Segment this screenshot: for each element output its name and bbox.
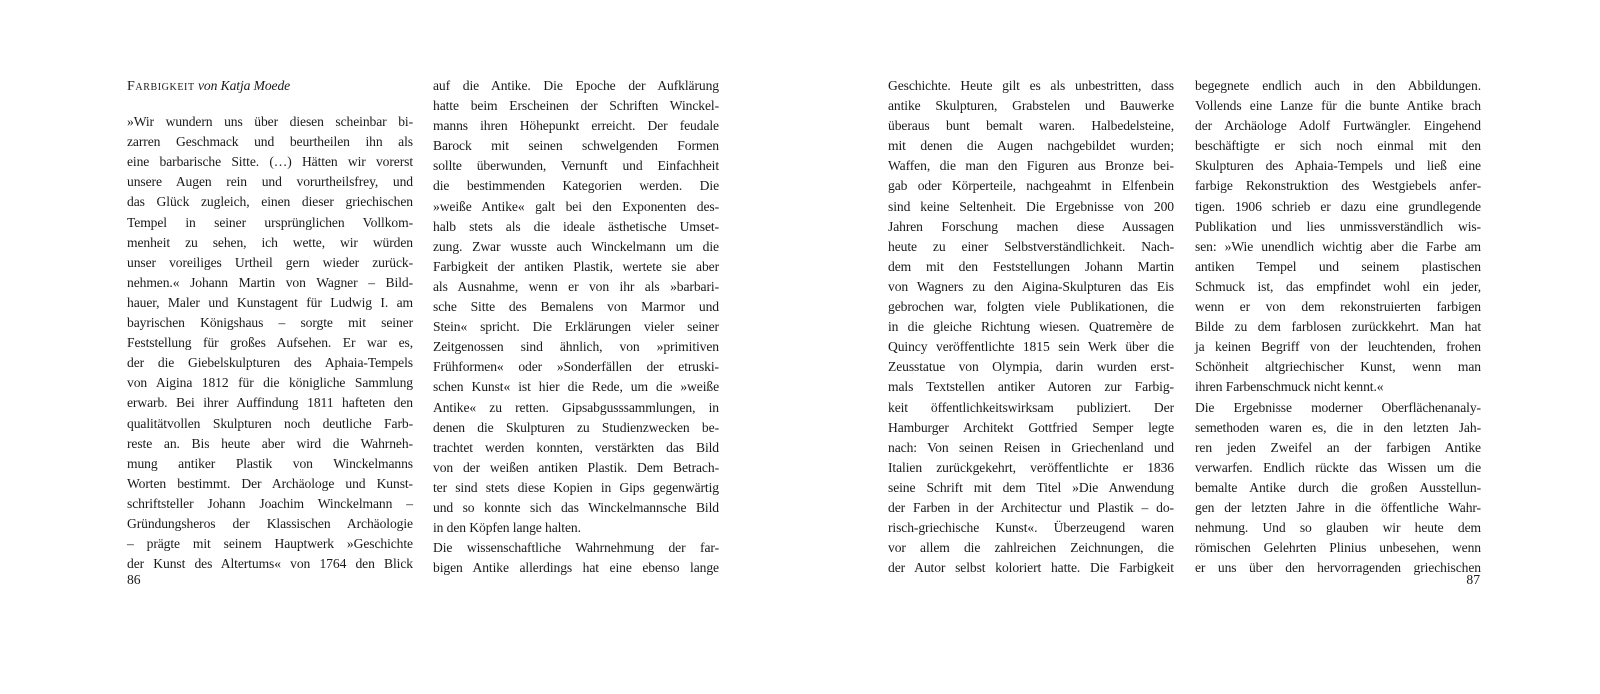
text-line: Publikation und lies unmissverständlich wis-: [1195, 218, 1481, 234]
text-line: von Aigina 1812 für die königliche Sammlung: [127, 375, 413, 391]
text-line: auf die Antike. Die Epoche der Aufklärung: [433, 78, 719, 93]
text-line: das Glück zugleich, einen dieser griechischen: [127, 194, 413, 210]
right-page-column-1: [888, 76, 1174, 578]
text-line: keit öffentlichkeitswirksam publiziert. Der: [888, 399, 1174, 415]
text-line: eine barbarische Sitte. (…) Hätten wir vorerst: [127, 154, 413, 170]
text-line: ter sind stets diese Kopien in Gips gegenwärtig: [433, 479, 719, 495]
text-line: schriftsteller Johann Joachim Winckelmann –: [127, 495, 413, 511]
text-line: reste an. Bis heute aber wird die Wahrneh-: [127, 435, 413, 451]
text-line: beschäftigte er sich noch einmal mit den: [1195, 138, 1481, 154]
text-line: trachtet werden konnten, verstärkten das Bild: [433, 439, 719, 455]
text-line: ja keinen Begriff von der leuchtenden, frohen: [1195, 339, 1481, 355]
text-line: antiken Tempel und seinem plastischen: [1195, 258, 1481, 274]
text-line: ren jeden Zweifel an der farbigen Antike: [1195, 439, 1481, 455]
text-line: halb stets als die ideale ästhetische Umset-: [433, 218, 719, 234]
text-line: von der weißen antiken Plastik. Dem Betrach-: [433, 459, 719, 475]
text-line: tigen. 1906 schrieb er dazu eine grundlegende: [1195, 198, 1481, 214]
text-line: gen der letzten Jahre in die öffentliche Wahr-: [1195, 499, 1481, 515]
text-line: bemalte Antike durch die großen Ausstellun-: [1195, 479, 1481, 495]
text-block: [1195, 76, 1481, 578]
text-line: als Ausnahme, wenn er von ihr als »barbari-: [433, 278, 719, 294]
text-line: farbige Rekonstruktion des Westgiebels anfer-: [1195, 178, 1481, 194]
text-line: in die gleiche Richtung wiesen. Quatremère de: [888, 319, 1174, 335]
text-line: hauer, Maler und Kunstagent für Ludwig I. am: [127, 294, 413, 310]
text-line: risch-griechische Kunst«. Überzeugend waren: [888, 520, 1174, 536]
text-block: [888, 76, 1174, 578]
text-line: die bestimmenden Kategorien werden. Die: [433, 178, 719, 194]
text-line: Feststellung für großes Aufsehen. Er war es,: [127, 335, 413, 351]
text-line: antike Skulpturen, Grabstelen und Bauwerke: [888, 98, 1174, 114]
text-line: nehmung. Und so glauben wir heute dem: [1195, 520, 1481, 536]
text-line: ihren Farbenschmuck nicht kennt.«: [1195, 379, 1384, 395]
text-line: Quincy veröffentlichte 1815 sein Werk über die: [888, 339, 1174, 355]
text-line: unser voreiliges Urtheil gern wieder zurück-: [127, 254, 413, 270]
text-line: schen Kunst« ist hier die Rede, um die »weiße: [433, 379, 719, 395]
text-line: Antike« zu retten. Gipsabgusssammlungen, in: [433, 399, 719, 415]
text-line: Jahren Forschung machen diese Aussagen: [888, 218, 1174, 234]
text-line: erwarb. Bei ihrer Auffindung 1811 hafteten den: [127, 395, 413, 411]
text-line: Geschichte. Heute gilt es als unbestritten, dass: [888, 78, 1174, 93]
left-page-column-2: [433, 76, 719, 578]
text-line: nach: Von seinen Reisen in Griechenland und: [888, 439, 1174, 455]
text-line: Worten bestimmt. Der Archäologe und Kunst-: [127, 475, 413, 491]
text-line: dem mit den Feststellungen Johann Martin: [888, 258, 1174, 274]
text-line: römischen Gelehrten Plinius unbesehen, wenn: [1195, 540, 1481, 556]
text-line: mit denen die Augen nachgebildet wurden;: [888, 138, 1174, 154]
text-line: Bilde zu dem farblosen zurückkehrt. Man hat: [1195, 319, 1481, 335]
text-line: Skulpturen des Aphaia-Tempels und ließ eine: [1195, 158, 1481, 174]
text-line: Schönheit altgriechischer Kunst, wenn man: [1195, 359, 1481, 375]
text-line: sollte überwunden, Vernunft und Einfachheit: [433, 158, 719, 174]
text-line: denen die Skulpturen zu Studienzwecken be-: [433, 419, 719, 435]
text-line: der die Giebelskulpturen des Aphaia-Tempels: [127, 355, 413, 371]
text-line: – prägte mit seinem Hauptwerk »Geschichte: [127, 536, 413, 552]
text-line: überaus bunt bemalt waren. Halbedelsteine,: [888, 118, 1174, 134]
text-line: Hamburger Architekt Gottfried Semper legte: [888, 419, 1174, 435]
text-line: sche Sitte des Bemalens von Marmor und: [433, 299, 719, 315]
text-line: verwarfen. Endlich rückte das Wissen um die: [1195, 459, 1481, 475]
text-line: der Farben in der Architectur und Plastik – do-: [888, 499, 1174, 515]
text-line: Zeitgenossen sind ähnlich, von »primitiven: [433, 339, 719, 355]
text-line: semethoden waren es, die in den letzten Jah-: [1195, 419, 1481, 435]
text-line: sind keine Seltenheit. Die Ergebnisse von 200: [888, 198, 1174, 214]
text-line: mung antiker Plastik von Winckelmanns: [127, 455, 413, 471]
text-line: heute zu einer Selbstverständlichkeit. Nach-: [888, 238, 1174, 254]
text-line: Gründungsheros der Klassischen Archäologie: [127, 515, 413, 531]
text-line: unsere Augen rein und vorurtheilsfrey, und: [127, 174, 413, 190]
text-line: Die wissenschaftliche Wahrnehmung der far-: [433, 540, 719, 556]
text-line: qualitätvollen Skulpturen noch deutliche Farb-: [127, 415, 413, 431]
left-page-column-1: [127, 76, 413, 574]
text-line: bigen Antike allerdings hat eine ebenso lange: [433, 560, 719, 576]
text-line: Tempel in seiner ursprünglichen Vollkom-: [127, 214, 413, 230]
text-line: der Autor selbst koloriert hatte. Die Farbigkeit: [888, 560, 1174, 576]
right-page-column-2: [1195, 76, 1481, 578]
chapter-author: von Katja Moede: [197, 78, 291, 93]
text-line: der Kunst des Altertums« von 1764 den Blick: [127, 556, 413, 572]
text-line: und so konnte sich das Winckelmannsche Bild: [433, 499, 719, 515]
text-line: Vollends eine Lanze für die bunte Antike brach: [1195, 98, 1481, 114]
text-line: bayrischen Königshaus – sorgte mit seiner: [127, 315, 413, 331]
text-line: Stein« spricht. Die Erklärungen vieler seiner: [433, 319, 719, 335]
chapter-header: [127, 76, 413, 96]
text-line: Barock mit seinen schwelgenden Formen: [433, 138, 719, 154]
text-line: zarren Geschmack und beurtheilen ihn als: [127, 134, 413, 150]
text-line: gab oder Körperteile, nachgeahmt in Elfenbein: [888, 178, 1174, 194]
chapter-title: Farbigkeit: [127, 79, 195, 94]
text-line: »Wir wundern uns über diesen scheinbar bi-: [127, 114, 413, 130]
text-line: Italien zurückgekehrt, veröffentlichte er 1836: [888, 459, 1174, 475]
text-line: in den Köpfen lange halten.: [433, 520, 581, 536]
text-line: seine Schrift mit dem Titel »Die Anwendung: [888, 479, 1174, 495]
text-line: vor allem die zahlreichen Zeichnungen, die: [888, 540, 1174, 556]
right-page: [800, 0, 1600, 694]
text-line: Waffen, die man den Figuren aus Bronze bei-: [888, 158, 1174, 174]
text-line: mals Textstellen antiker Autoren zur Farbig-: [888, 379, 1174, 395]
text-line: Frühformen« oder »Sonderfällen der etruski-: [433, 359, 719, 375]
text-line: zung. Zwar wusste auch Winckelmann um die: [433, 238, 719, 254]
text-line: Farbigkeit der antiken Plastik, wertete sie aber: [433, 258, 719, 274]
text-line: Schmuck ist, das empfindet wohl ein jeder,: [1195, 278, 1481, 294]
text-line: nehmen.« Johann Martin von Wagner – Bild-: [127, 274, 413, 290]
text-line: von Wagners zu den Aigina-Skulpturen das Eis: [888, 278, 1174, 294]
text-line: gebrochen war, folgten viele Publikationen, die: [888, 299, 1174, 315]
text-line: »weiße Antike« galt bei den Exponenten des-: [433, 198, 719, 214]
text-line: er uns über den hervorragenden griechischen: [1195, 560, 1481, 576]
text-block: [433, 76, 719, 578]
page-number-text: 87: [1466, 572, 1480, 587]
text-block: [127, 112, 413, 574]
text-line: menheit zu sehen, ich wette, wir würden: [127, 234, 413, 250]
text-line: manns ihren Höhepunkt erreicht. Der feudale: [433, 118, 719, 134]
page-number: 86: [127, 572, 141, 587]
text-line: sen: »Wie unendlich wichtig aber die Farbe am: [1195, 238, 1481, 254]
text-line: begegnete endlich auch in den Abbildungen.: [1195, 78, 1481, 93]
text-line: wenn er von dem rekonstruierten farbigen: [1195, 299, 1481, 315]
text-line: der Archäologe Adolf Furtwängler. Eingehend: [1195, 118, 1481, 134]
text-line: hatte beim Erscheinen der Schriften Winckel-: [433, 98, 719, 114]
text-line: Zeusstatue von Olympia, darin wurden erst-: [888, 359, 1174, 375]
text-line: Die Ergebnisse moderner Oberflächenanaly-: [1195, 399, 1481, 415]
